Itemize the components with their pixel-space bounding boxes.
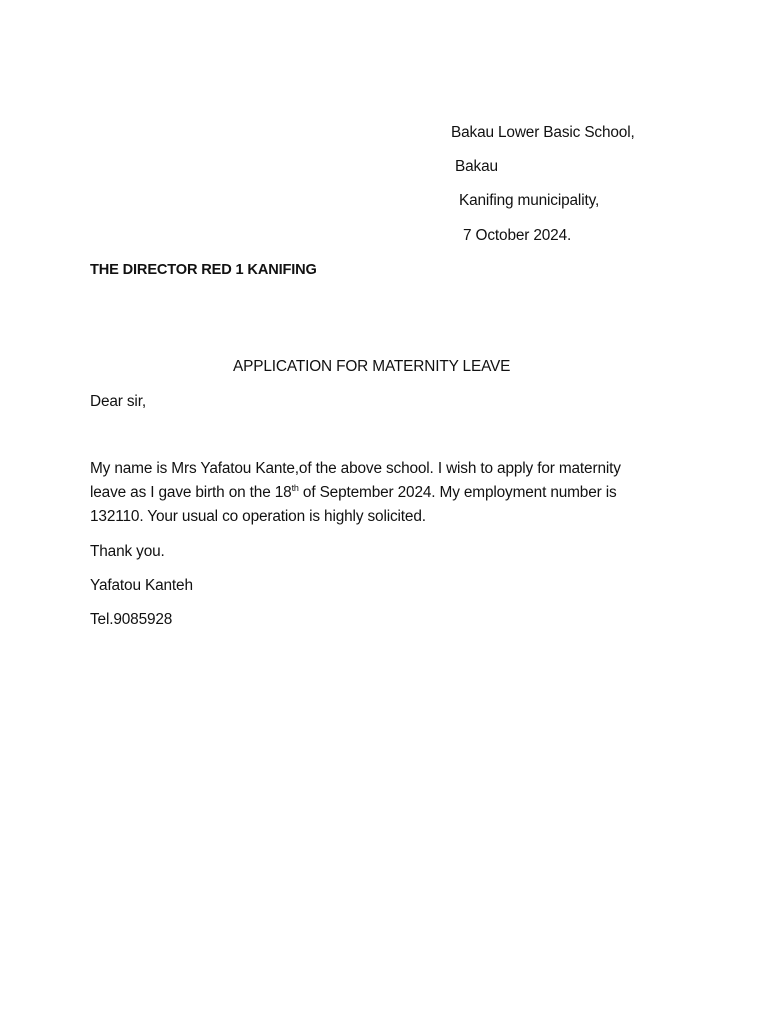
phone-number: Tel.9085928 (90, 611, 173, 628)
body-line-3: 132110. Your usual co operation is highly solicited. (90, 508, 426, 525)
salutation: Dear sir, (90, 393, 146, 410)
signature-name: Yafatou Kanteh (90, 577, 193, 594)
closing: Thank you. (90, 543, 165, 560)
subject-heading: APPLICATION FOR MATERNITY LEAVE (233, 358, 511, 375)
body-line-2 (90, 483, 617, 503)
body-line-2-start: leave as I gave birth on the 18 (90, 484, 292, 501)
address-school: Bakau Lower Basic School, (451, 124, 635, 141)
address-town: Bakau (455, 158, 498, 175)
recipient-line: THE DIRECTOR RED 1 KANIFING (90, 262, 317, 278)
body-line-2-end: of September 2024. My employment number is (298, 484, 617, 501)
letter-date: 7 October 2024. (463, 227, 572, 244)
address-municipality: Kanifing municipality, (459, 192, 600, 209)
ordinal-suffix: th (291, 483, 299, 493)
body-line-1: My name is Mrs Yafatou Kante,of the above school. I wish to apply for maternity (90, 460, 621, 477)
